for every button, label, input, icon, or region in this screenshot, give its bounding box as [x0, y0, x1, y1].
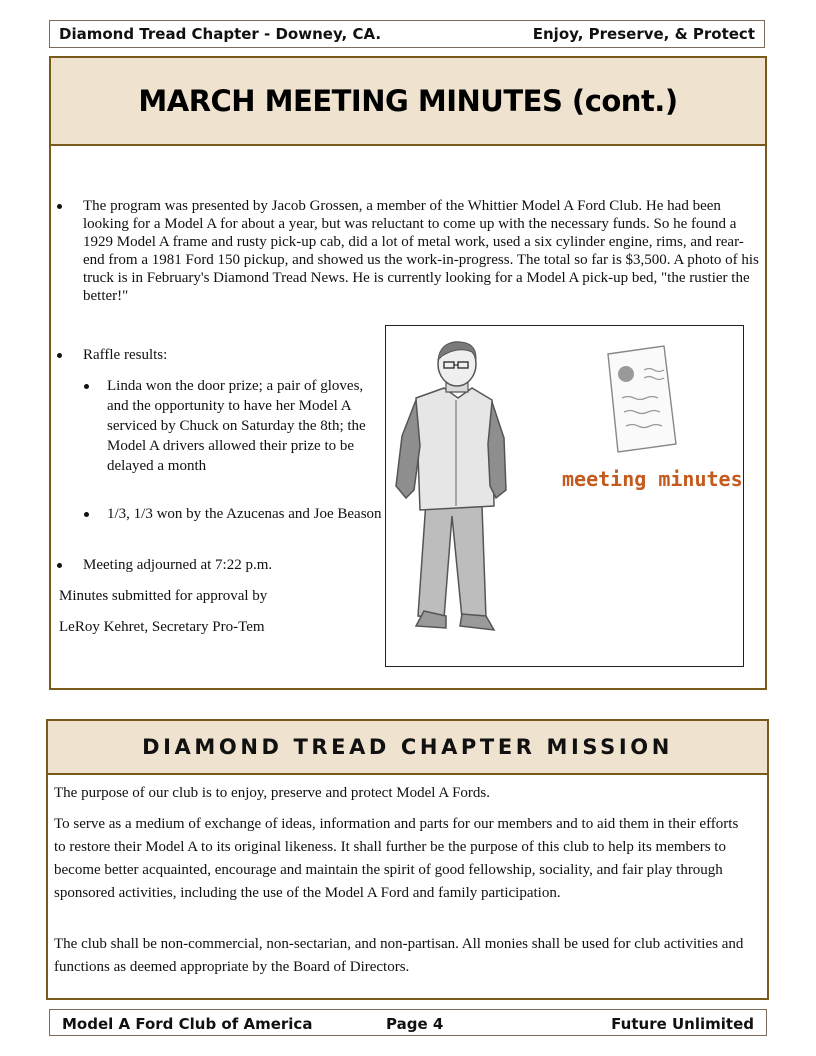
man-figure — [396, 342, 506, 630]
footer-page-number: Page 4 — [386, 1015, 444, 1033]
footer-tagline: Future Unlimited — [611, 1015, 754, 1033]
mission-paragraph: The purpose of our club is to enjoy, preserve and protect Model A Fords. — [54, 785, 491, 801]
program-bullet — [83, 197, 759, 305]
header-motto: Enjoy, Preserve, & Protect — [532, 25, 755, 43]
program-text: The program was presented by Jacob Grossen, a member of the Whittier Model A Ford Club. He had been looking for a Model A for about a year, but was reluctant to come up with the necessary funds. So he found a 1929 Model A frame and rusty pick-up cab, did a lot of metal work, used a six cylinder engine, rims, and rear-end from a 1981 Ford 150 pickup, and showed us the work-in-progress. The total so far is $3,500. A photo of his truck is in February's Diamond Tread News. He is currently looking for a Model A pick-up bed, "the rustier the better!" — [83, 198, 759, 304]
header-chapter-name: Diamond Tread Chapter - Downey, CA. — [59, 25, 382, 43]
man-with-notes-illustration — [386, 326, 743, 666]
raffle-label: Raffle results: — [83, 347, 168, 363]
bullet-icon — [57, 353, 62, 358]
adjourned-text: Meeting adjourned at 7:22 p.m. — [83, 557, 273, 573]
footer-club-name: Model A Ford Club of America — [62, 1015, 313, 1033]
mission-paragraph: To serve as a medium of exchange of ideas, information and parts for our members and to aid them in their efforts to restore their Model A to its original likeness. It shall further be the purpose of this club to help its members to become better acquainted, encourage and maintain the spirit of good fellowship, sociality, and fair play through sponsored activities, including the use of the Model A Ford and family participation. — [54, 816, 739, 901]
illustration-caption: meeting minutes — [562, 467, 743, 491]
raffle-item — [107, 376, 387, 476]
notes-page-icon — [608, 346, 676, 452]
bullet-icon — [57, 563, 62, 568]
page-header — [49, 20, 765, 48]
meeting-minutes-illustration — [385, 325, 744, 667]
adjourned-bullet — [83, 556, 272, 574]
bullet-icon — [57, 204, 62, 209]
minutes-title: MARCH MEETING MINUTES (cont.) — [51, 58, 765, 146]
mission-paragraph: The club shall be non-commercial, non-sectarian, and non-partisan. All monies shall be used for club activities and functions as deemed appropriate by the Board of Directors. — [54, 936, 744, 975]
page-footer — [49, 1009, 767, 1036]
raffle-item-text: 1/3, 1/3 won by the Azucenas and Joe Beason — [107, 506, 382, 522]
minutes-body — [51, 146, 765, 688]
mission-section — [46, 719, 769, 1000]
raffle-bullet — [83, 346, 167, 364]
signature-text: LeRoy Kehret, Secretary Pro-Tem — [59, 619, 265, 635]
bullet-icon — [84, 512, 89, 517]
raffle-item — [107, 504, 387, 524]
submitted-text: Minutes submitted for approval by — [59, 588, 268, 604]
raffle-item-text: Linda won the door prize; a pair of gloves, and the opportunity to have her Model A serviced by Chuck on Saturday the 8th; the Model A drivers allowed their prize to be delayed a month — [107, 378, 366, 474]
minutes-section — [49, 56, 767, 690]
bullet-icon — [84, 384, 89, 389]
mission-title: DIAMOND TREAD CHAPTER MISSION — [48, 721, 767, 775]
